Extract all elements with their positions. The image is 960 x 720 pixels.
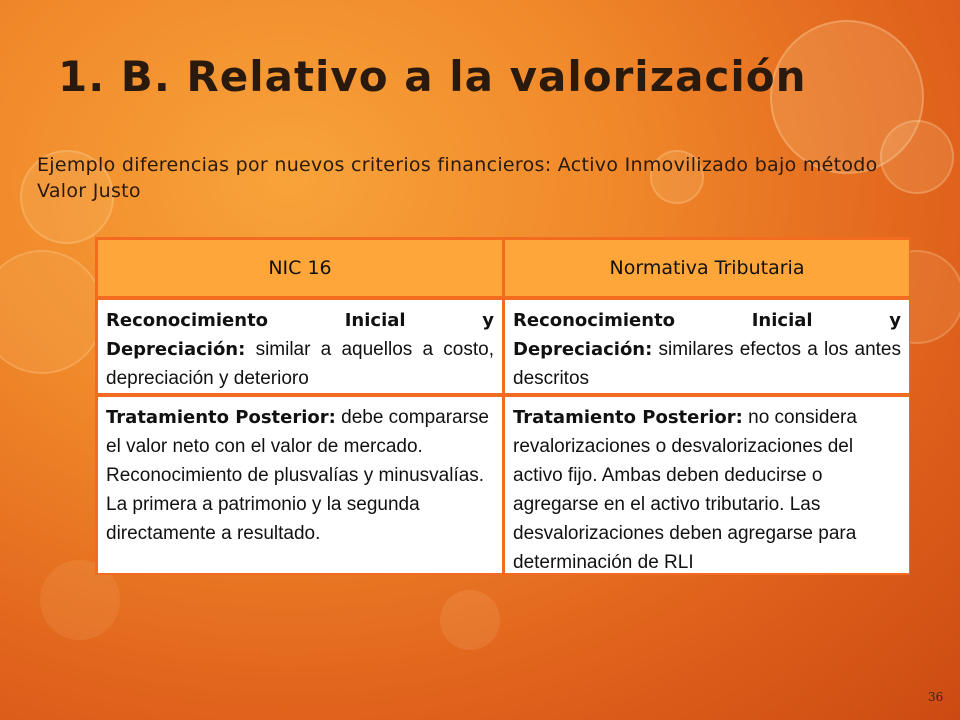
cell-label: Tratamiento Posterior: — [106, 407, 336, 428]
slide-subtitle: Ejemplo diferencias por nuevos criterios financieros: Activo Inmovilizado bajo método Valor Justo — [37, 154, 878, 202]
cell-label: Tratamiento Posterior: — [513, 407, 743, 428]
cell-text: no considera revalorizaciones o desvalorizaciones del activo fijo. Ambas deben deducirse o agregarse en el activo tributario. Las desvalorizaciones deben agregarse para determinación de RLI — [513, 407, 857, 573]
background-bokeh — [0, 250, 104, 374]
cell-tributaria-reconocimiento — [505, 300, 909, 393]
cell-text: debe compararse el valor neto con el valor de mercado. Reconocimiento de plusvalías y minusvalías. La primera a patrimonio y la segunda directamente a resultado. — [106, 407, 489, 544]
cell-nic16-tratamiento — [98, 397, 502, 573]
cell-tributaria-tratamiento — [505, 397, 909, 573]
header-nic16: NIC 16 — [98, 240, 502, 296]
background-bokeh — [440, 590, 500, 650]
cell-text: similar a aquellos a costo, depreciación y deterioro — [106, 339, 494, 389]
cell-text: similares efectos a los antes descritos — [513, 339, 901, 389]
page-number: 36 — [928, 690, 944, 704]
slide-title: 1. B. Relativo a la valorización — [58, 52, 807, 101]
cell-label: Reconocimiento Inicial y Depreciación: — [513, 310, 901, 360]
cell-nic16-reconocimiento — [98, 300, 502, 393]
header-normativa-tributaria: Normativa Tributaria — [505, 240, 909, 296]
cell-label: Reconocimiento Inicial y Depreciación: — [106, 310, 494, 360]
comparison-table — [95, 237, 910, 575]
